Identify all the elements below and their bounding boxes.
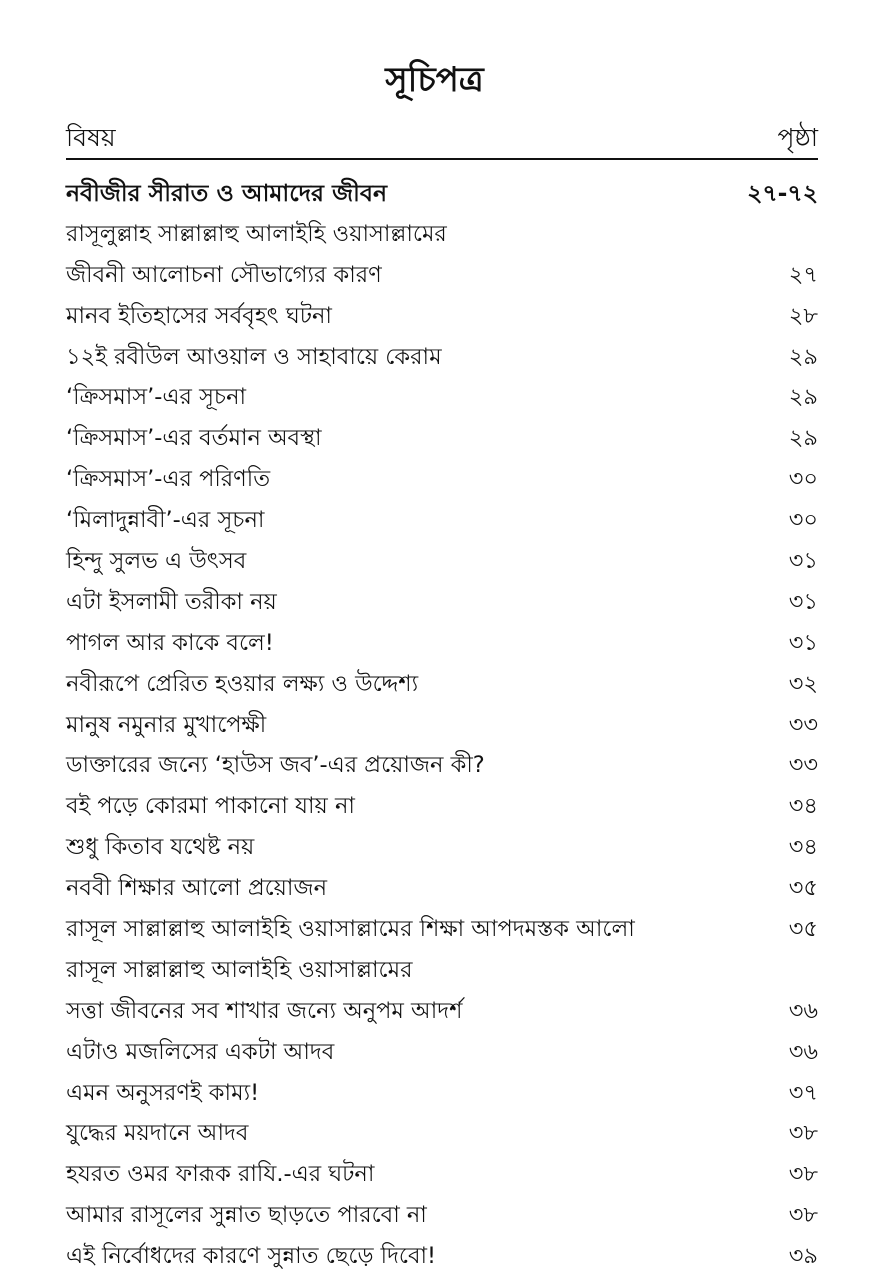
toc-entry-title: নবীরূপে প্রেরিত হওয়ার লক্ষ্য ও উদ্দেশ্য — [66, 670, 419, 697]
toc-entry — [66, 1073, 818, 1114]
toc-entry-title: মানুষ নমুনার মুখাপেক্ষী — [66, 711, 267, 738]
toc-entry-page: ৩০ — [788, 466, 818, 493]
toc-entry — [66, 745, 818, 786]
toc-entry-page: ২৯ — [788, 384, 818, 411]
toc-entry — [66, 418, 818, 459]
toc-entry-page: ২৯ — [788, 425, 818, 452]
toc-entry — [66, 500, 818, 541]
toc-entry-page: ৩৬ — [788, 1038, 818, 1065]
toc-entry — [66, 1113, 818, 1154]
toc-entry-page: ৩৬ — [788, 997, 818, 1024]
toc-entry-page: ৩৭ — [788, 1079, 818, 1106]
toc-entry-page: ৩৯ — [788, 1243, 818, 1270]
toc-entry-title: পাগল আর কাকে বলে! — [66, 629, 274, 656]
toc-list — [66, 173, 818, 1277]
toc-entry-title: এমন অনুসরণই কাম্য! — [66, 1079, 260, 1106]
toc-entry-title: জীবনী আলোচনা সৌভাগ্যের কারণ — [66, 261, 382, 288]
toc-entry — [66, 582, 818, 623]
toc-entry-page: ৩৪ — [788, 834, 818, 861]
toc-entry-page: ৩১ — [788, 588, 818, 615]
toc-entry — [66, 173, 818, 214]
toc-entry — [66, 214, 818, 255]
toc-entry-page: ৩৩ — [788, 752, 818, 779]
toc-entry-title: নববী শিক্ষার আলো প্রয়োজন — [66, 875, 327, 902]
toc-entry-page: ৩৫ — [788, 916, 818, 943]
toc-entry-title: রাসূল সাল্লাল্লাহু আলাইহি ওয়াসাল্লামের শিক্ষা আপদমস্তক আলো — [66, 916, 635, 943]
toc-entry — [66, 705, 818, 746]
subject-column-label: বিষয় — [66, 123, 116, 152]
toc-entry-page: ৩১ — [788, 548, 818, 575]
toc-entry-title: নবীজীর সীরাত ও আমাদের জীবন — [66, 179, 387, 207]
toc-entry — [66, 950, 818, 991]
toc-entry-page: ৩৪ — [788, 793, 818, 820]
toc-entry-title: এই নির্বোধদের কারণে সুন্নাত ছেড়ে দিবো! — [66, 1243, 437, 1270]
toc-entry — [66, 337, 818, 378]
toc-entry-title: বই পড়ে কোরমা পাকানো যায় না — [66, 793, 355, 820]
toc-entry-page: ৩৩ — [788, 711, 818, 738]
toc-entry-page: ৩৮ — [788, 1120, 818, 1147]
toc-entry — [66, 377, 818, 418]
toc-entry-title: ‘মিলাদুন্নাবী’-এর সূচনা — [66, 507, 265, 534]
toc-entry — [66, 868, 818, 909]
toc-entry — [66, 786, 818, 827]
toc-entry-title: রাসূলুল্লাহ সাল্লাল্লাহু আলাইহি ওয়াসাল্লামের — [66, 220, 447, 247]
toc-entry-title: আমার রাসূলের সুন্নাত ছাড়তে পারবো না — [66, 1202, 427, 1229]
toc-entry-page: ২৭ — [788, 261, 818, 288]
toc-entry — [66, 1195, 818, 1236]
toc-entry — [66, 991, 818, 1032]
toc-entry-title: যুদ্ধের ময়দানে আদব — [66, 1120, 249, 1147]
toc-entry-title: ‘ক্রিসমাস’-এর বর্তমান অবস্থা — [66, 425, 322, 452]
toc-entry-title: এটাও মজলিসের একটা আদব — [66, 1038, 335, 1065]
toc-entry-title: হিন্দু সুলভ এ উৎসব — [66, 548, 247, 575]
toc-entry-title: হযরত ওমর ফারূক রাযি.-এর ঘটনা — [66, 1161, 375, 1188]
toc-entry-title: ‘ক্রিসমাস’-এর সূচনা — [66, 384, 247, 411]
toc-entry-page: ২৯ — [788, 343, 818, 370]
toc-entry-page: ২৭-৭২ — [747, 179, 818, 207]
toc-header-row — [66, 118, 818, 160]
toc-entry-page: ২৮ — [788, 302, 818, 329]
toc-entry — [66, 296, 818, 337]
page-column-label: পৃষ্ঠা — [777, 123, 818, 152]
toc-entry-title: ‘ক্রিসমাস’-এর পরিণতি — [66, 466, 271, 493]
toc-entry-title: সত্তা জীবনের সব শাখার জন্যে অনুপম আদর্শ — [66, 997, 463, 1024]
toc-entry — [66, 1236, 818, 1277]
toc-entry-page: ৩২ — [788, 670, 818, 697]
toc-entry-title: মানব ইতিহাসের সর্ববৃহৎ ঘটনা — [66, 302, 332, 329]
toc-entry — [66, 623, 818, 664]
toc-entry-title: শুধু কিতাব যথেষ্ট নয় — [66, 834, 255, 861]
toc-entry-page: ৩৮ — [788, 1202, 818, 1229]
toc-entry-title: রাসূল সাল্লাল্লাহু আলাইহি ওয়াসাল্লামের — [66, 956, 413, 983]
toc-entry — [66, 541, 818, 582]
toc-entry — [66, 909, 818, 950]
toc-entry — [66, 827, 818, 868]
toc-entry — [66, 1032, 818, 1073]
toc-entry — [66, 664, 818, 705]
toc-entry — [66, 255, 818, 296]
toc-entry-page: ৩০ — [788, 507, 818, 534]
page-title: সূচিপত্র — [385, 60, 484, 100]
toc-entry — [66, 459, 818, 500]
toc-entry-title: এটা ইসলামী তরীকা নয় — [66, 588, 277, 615]
toc-entry-page: ৩৮ — [788, 1161, 818, 1188]
toc-entry-page: ৩৫ — [788, 875, 818, 902]
toc-entry-page: ৩১ — [788, 629, 818, 656]
toc-entry — [66, 1154, 818, 1195]
toc-entry-title: ডাক্তারের জন্যে ‘হাউস জব’-এর প্রয়োজন কী? — [66, 752, 485, 779]
toc-entry-title: ১২ই রবীউল আওয়াল ও সাহাবায়ে কেরাম — [66, 343, 442, 370]
